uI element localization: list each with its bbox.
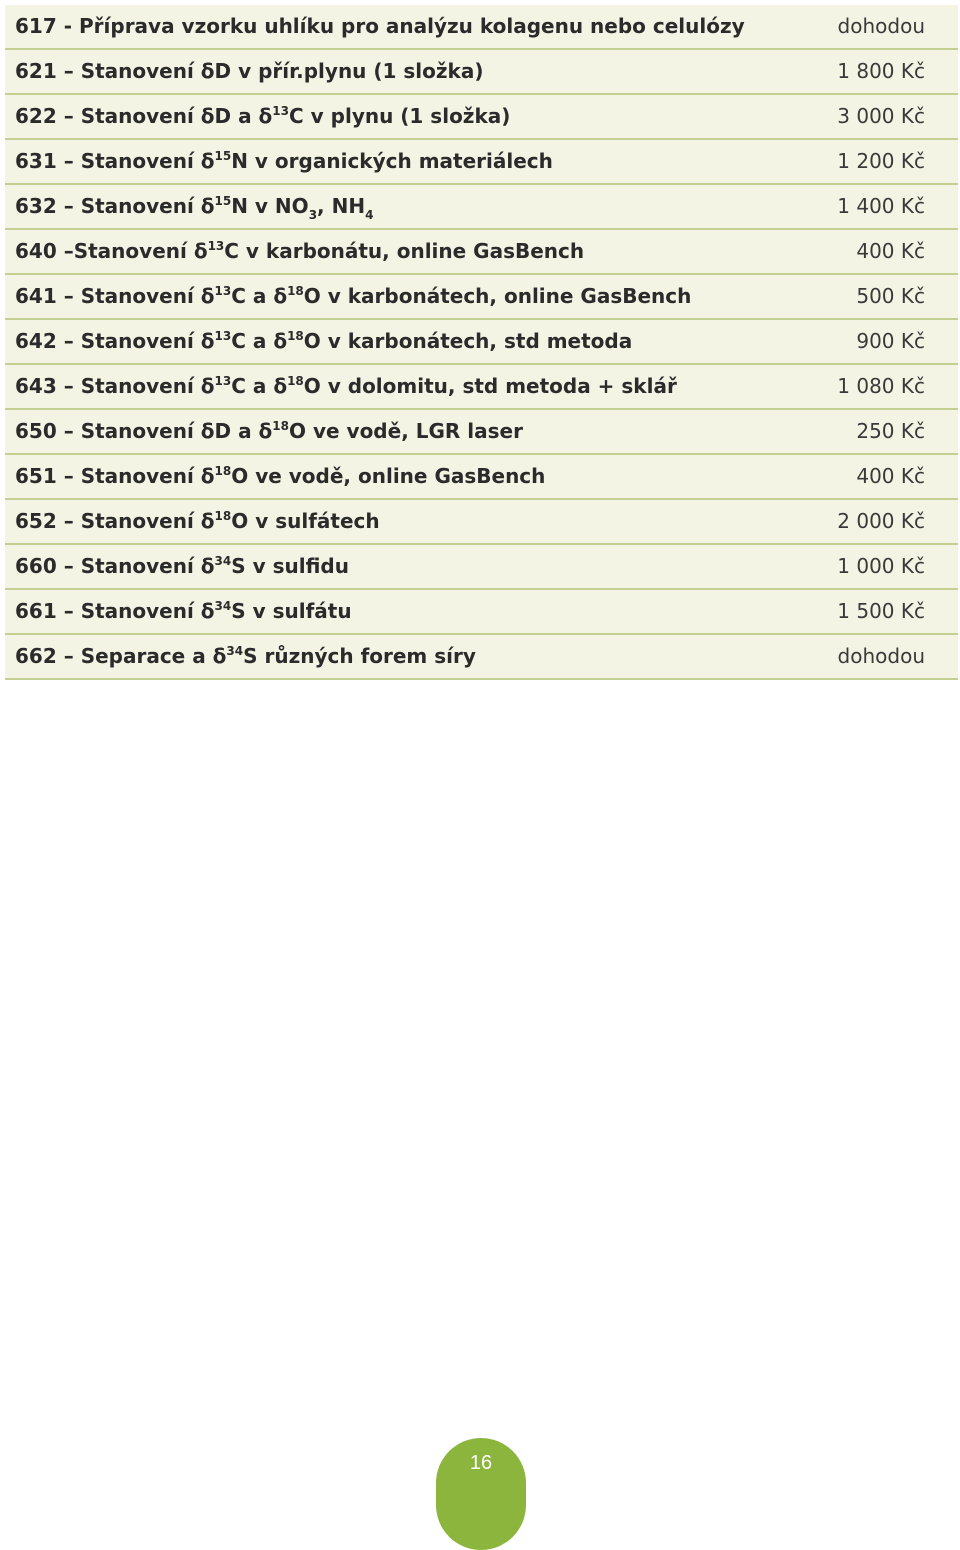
service-code: 651 <box>15 464 57 488</box>
code-separator: – <box>63 509 74 533</box>
isotope-superscript: 13 <box>214 284 232 298</box>
table-row <box>5 230 958 275</box>
service-text: N v NO <box>231 194 309 218</box>
service-price: dohodou <box>837 14 925 38</box>
service-text: S v sulfidu <box>231 554 349 578</box>
isotope-superscript: 18 <box>214 464 232 478</box>
table-row <box>5 95 958 140</box>
isotope-superscript: 18 <box>287 374 304 388</box>
service-text: Stanovení δ <box>80 194 215 218</box>
code-separator: – <box>63 104 74 128</box>
service-label <box>15 140 553 186</box>
service-text: Stanovení δ <box>80 554 215 578</box>
service-code: 661 <box>15 599 57 623</box>
service-text: Stanovení δD a δ <box>80 104 273 128</box>
table-row <box>5 455 958 500</box>
service-text: Stanovení δ <box>80 149 215 173</box>
service-text: C v karbonátu, online GasBench <box>224 239 585 263</box>
service-code: 621 <box>15 59 57 83</box>
service-text: Stanovení δ <box>80 284 215 308</box>
isotope-superscript: 18 <box>214 509 232 523</box>
service-price: dohodou <box>837 644 925 668</box>
table-row <box>5 5 958 50</box>
service-text: N v organických materiálech <box>231 149 553 173</box>
service-code: 631 <box>15 149 57 173</box>
service-text: Příprava vzorku uhlíku pro analýzu kolagenu nebo celulózy <box>79 14 745 38</box>
service-text: O ve vodě, online GasBench <box>231 464 546 488</box>
isotope-superscript: 13 <box>207 239 225 253</box>
service-price: 500 Kč <box>856 284 925 308</box>
service-price: 3 000 Kč <box>837 104 925 128</box>
service-price: 1 000 Kč <box>837 554 925 578</box>
table-row <box>5 365 958 410</box>
service-price: 400 Kč <box>856 239 925 263</box>
service-label <box>15 50 483 93</box>
table-row <box>5 635 958 680</box>
service-text: Stanovení δD a δ <box>80 419 273 443</box>
code-separator: – <box>63 194 74 218</box>
service-label <box>15 635 476 681</box>
service-label <box>15 500 380 546</box>
service-code: 660 <box>15 554 57 578</box>
table-row <box>5 545 958 590</box>
service-text: , NH <box>317 194 366 218</box>
service-code: 622 <box>15 104 57 128</box>
table-row <box>5 50 958 95</box>
service-code: 662 <box>15 644 57 668</box>
isotope-superscript: 34 <box>214 599 232 613</box>
service-code: 632 <box>15 194 57 218</box>
price-list-table <box>5 5 958 680</box>
page-number-badge <box>436 1438 526 1550</box>
service-text: Stanovení δ <box>80 374 215 398</box>
service-label <box>15 230 584 276</box>
service-text: O v karbonátech, std metoda <box>303 329 633 353</box>
service-code: 652 <box>15 509 57 533</box>
service-text: Stanovení δ <box>80 329 215 353</box>
isotope-superscript: 15 <box>214 194 232 208</box>
service-price: 400 Kč <box>856 464 925 488</box>
service-text: O v dolomitu, std metoda + sklář <box>303 374 677 398</box>
service-text: Stanovení δ <box>80 599 215 623</box>
code-separator: – <box>63 239 74 263</box>
service-label <box>15 95 510 141</box>
service-label <box>15 275 691 321</box>
service-text: Separace a δ <box>80 644 227 668</box>
service-label <box>15 455 545 501</box>
service-price: 250 Kč <box>856 419 925 443</box>
service-label <box>15 545 349 591</box>
code-separator: – <box>63 644 74 668</box>
service-price: 1 200 Kč <box>837 149 925 173</box>
service-text: Stanovení δ <box>80 464 215 488</box>
code-separator: – <box>63 59 74 83</box>
table-row <box>5 320 958 365</box>
service-label <box>15 590 352 636</box>
service-price: 1 800 Kč <box>837 59 925 83</box>
table-row <box>5 185 958 230</box>
service-price: 2 000 Kč <box>837 509 925 533</box>
isotope-superscript: 34 <box>226 644 244 658</box>
service-text: C a δ <box>231 329 288 353</box>
isotope-superscript: 15 <box>214 149 232 163</box>
service-text: S v sulfátu <box>231 599 352 623</box>
service-code: 640 <box>15 239 57 263</box>
formula-subscript: 3 <box>308 208 318 222</box>
service-price: 1 080 Kč <box>837 374 925 398</box>
service-text: Stanovení δ <box>73 239 208 263</box>
isotope-superscript: 18 <box>287 329 304 343</box>
code-separator: - <box>63 14 73 38</box>
service-text: C a δ <box>231 374 288 398</box>
isotope-superscript: 13 <box>214 374 232 388</box>
service-text: S různých forem síry <box>243 644 476 668</box>
service-label <box>15 185 373 231</box>
code-separator: – <box>63 419 74 443</box>
service-label <box>15 410 523 456</box>
service-text: C a δ <box>231 284 288 308</box>
isotope-superscript: 13 <box>272 104 289 118</box>
table-row <box>5 590 958 635</box>
code-separator: – <box>63 554 74 578</box>
code-separator: – <box>63 284 74 308</box>
code-separator: – <box>63 374 74 398</box>
service-text: C v plynu (1 složka) <box>289 104 511 128</box>
table-row <box>5 275 958 320</box>
code-separator: – <box>63 149 74 173</box>
table-row <box>5 410 958 455</box>
isotope-superscript: 13 <box>214 329 232 343</box>
isotope-superscript: 18 <box>287 284 304 298</box>
table-row <box>5 140 958 185</box>
service-text: O v sulfátech <box>231 509 380 533</box>
service-price: 900 Kč <box>856 329 925 353</box>
service-price: 1 500 Kč <box>837 599 925 623</box>
formula-subscript: 4 <box>365 208 374 222</box>
service-code: 650 <box>15 419 57 443</box>
page-number: 16 <box>469 1452 493 1474</box>
code-separator: – <box>63 599 74 623</box>
code-separator: – <box>63 464 74 488</box>
table-row <box>5 500 958 545</box>
isotope-superscript: 18 <box>272 419 289 433</box>
service-label <box>15 5 745 48</box>
service-price: 1 400 Kč <box>837 194 925 218</box>
service-code: 643 <box>15 374 57 398</box>
service-label <box>15 365 677 411</box>
service-text: O v karbonátech, online GasBench <box>303 284 692 308</box>
code-separator: – <box>63 329 74 353</box>
service-text: Stanovení δ <box>80 509 215 533</box>
isotope-superscript: 34 <box>214 554 232 568</box>
service-code: 617 <box>15 14 57 38</box>
service-code: 642 <box>15 329 57 353</box>
service-label <box>15 320 632 366</box>
service-text: Stanovení δD v přír.plynu (1 složka) <box>80 59 484 83</box>
service-code: 641 <box>15 284 57 308</box>
service-text: O ve vodě, LGR laser <box>289 419 523 443</box>
